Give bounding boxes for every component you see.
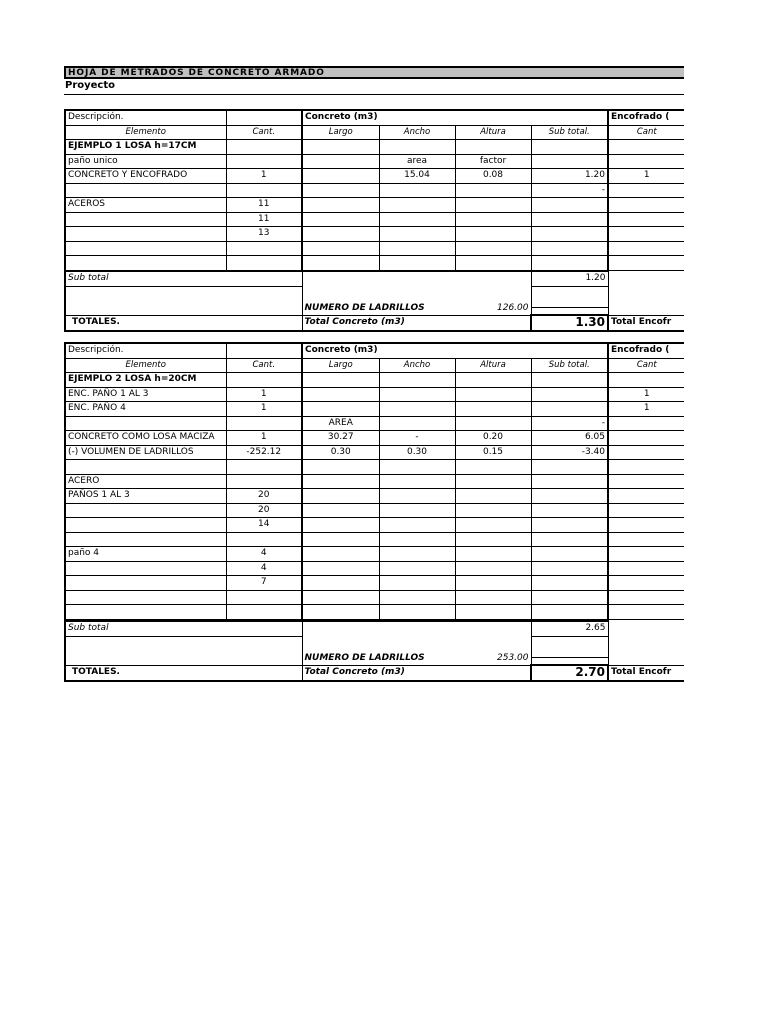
total-encofrado-label: Total Encofr (608, 665, 685, 681)
cell-cant (226, 460, 302, 475)
cell-cant: 14 (226, 518, 302, 533)
cell-subtotal (531, 402, 608, 417)
cell-largo (302, 402, 379, 417)
cell-largo: 0.30 (302, 445, 379, 460)
cell-subtotal (531, 387, 608, 402)
cell-cant (226, 474, 302, 489)
header-cant: Cant. (226, 125, 302, 140)
cell-altura (455, 503, 531, 518)
table-row (65, 256, 685, 271)
cell-subtotal (531, 503, 608, 518)
cell-altura (455, 402, 531, 417)
total-concreto-value: 2.70 (531, 665, 608, 681)
cell-subtotal (531, 576, 608, 591)
header-descripcion: Descripción. (65, 110, 226, 125)
cell-cant-encofrado (608, 547, 685, 562)
cell-cant-encofrado (608, 416, 685, 431)
cell-altura (455, 416, 531, 431)
table-row (65, 489, 685, 504)
cell-cant-encofrado (608, 212, 685, 227)
cell-cant (226, 256, 302, 271)
cell-cant: 7 (226, 576, 302, 591)
cell-largo (302, 140, 379, 155)
table-row (65, 576, 685, 591)
table-row (65, 140, 685, 155)
cell-altura (455, 373, 531, 388)
cell-elemento: CONCRETO Y ENCOFRADO (65, 169, 226, 184)
cell-subtotal: - (531, 416, 608, 431)
cell-largo (302, 576, 379, 591)
cell-altura (455, 387, 531, 402)
total-encofrado-label: Total Encofr (608, 315, 685, 331)
cell-subtotal: - (531, 183, 608, 198)
header-cant-encofrado: Cant (608, 125, 685, 140)
cell-altura: 0.15 (455, 445, 531, 460)
cell-elemento: (-) VOLUMEN DE LADRILLOS (65, 445, 226, 460)
cell-cant-encofrado (608, 590, 685, 605)
cell-cant-encofrado (608, 373, 685, 388)
cell-elemento: paño unico (65, 154, 226, 169)
table-row (65, 416, 685, 431)
cell-cant-encofrado (608, 198, 685, 213)
totales-label: TOTALES. (65, 315, 302, 331)
cell-elemento: paño 4 (65, 547, 226, 562)
cell-cant: -252.12 (226, 445, 302, 460)
cell-ancho (379, 373, 455, 388)
cell-elemento (65, 561, 226, 576)
cell-subtotal (531, 212, 608, 227)
cell-cant-encofrado (608, 256, 685, 271)
cell-largo (302, 154, 379, 169)
sheet-clip-area (684, 0, 768, 1024)
table-row (65, 474, 685, 489)
cell-largo: AREA (302, 416, 379, 431)
cell-altura (455, 474, 531, 489)
cell-elemento: EJEMPLO 2 LOSA h=20CM (65, 373, 226, 388)
cell-largo (302, 373, 379, 388)
total-concreto-label: Total Concreto (m3) (302, 665, 531, 681)
cell-ancho (379, 489, 455, 504)
cell-ancho (379, 518, 455, 533)
cell-ancho: - (379, 431, 455, 446)
total-concreto-value: 1.30 (531, 315, 608, 331)
table-row (65, 547, 685, 562)
table-row (65, 402, 685, 417)
cell-ancho (379, 503, 455, 518)
cell-ancho (379, 561, 455, 576)
cell-cant-encofrado (608, 561, 685, 576)
cell-largo (302, 590, 379, 605)
cell-altura: 0.20 (455, 431, 531, 446)
cell-cant-encofrado: 1 (608, 169, 685, 184)
cell-ancho: area (379, 154, 455, 169)
table-row (65, 431, 685, 446)
header-largo: Largo (302, 358, 379, 373)
cell-elemento (65, 605, 226, 620)
cell-cant (226, 154, 302, 169)
table-row (65, 241, 685, 256)
cell-subtotal (531, 590, 608, 605)
table-row (65, 503, 685, 518)
table-row (65, 605, 685, 620)
cell-altura (455, 256, 531, 271)
header-subtotal: Sub total. (531, 125, 608, 140)
cell-ancho (379, 183, 455, 198)
table-row (65, 445, 685, 460)
cell-ancho (379, 460, 455, 475)
cell-largo (302, 241, 379, 256)
table-row (65, 183, 685, 198)
cell-largo (302, 256, 379, 271)
cell-ancho (379, 140, 455, 155)
num-ladrillos-label: NUMERO DE LADRILLOS (304, 652, 425, 663)
cell-largo (302, 198, 379, 213)
cell-ancho (379, 387, 455, 402)
cell-cant: 1 (226, 169, 302, 184)
subtotal-label: Sub total (65, 621, 302, 636)
cell-largo (302, 227, 379, 242)
cell-elemento (65, 518, 226, 533)
header-concreto: Concreto (m3) (302, 343, 608, 358)
cell-altura (455, 212, 531, 227)
subtotal-value: 1.20 (531, 271, 608, 286)
cell-cant: 1 (226, 402, 302, 417)
table-row (65, 373, 685, 388)
cell-ancho (379, 547, 455, 562)
cell-subtotal (531, 256, 608, 271)
total-concreto-label: Total Concreto (m3) (302, 315, 531, 331)
cell-largo (302, 212, 379, 227)
table-row (65, 387, 685, 402)
metrado-table-2 (64, 342, 686, 620)
cell-ancho: 0.30 (379, 445, 455, 460)
cell-altura (455, 140, 531, 155)
cell-largo (302, 503, 379, 518)
cell-cant-encofrado (608, 140, 685, 155)
table-row (65, 532, 685, 547)
cell-cant-encofrado (608, 241, 685, 256)
cell-altura: 0.08 (455, 169, 531, 184)
cell-cant-encofrado (608, 445, 685, 460)
divider (64, 94, 684, 95)
cell-altura: factor (455, 154, 531, 169)
cell-cant-encofrado (608, 532, 685, 547)
cell-subtotal (531, 547, 608, 562)
cell-ancho (379, 212, 455, 227)
cell-cant: 11 (226, 198, 302, 213)
cell-elemento (65, 416, 226, 431)
cell-cant-encofrado (608, 576, 685, 591)
cell-subtotal: 1.20 (531, 169, 608, 184)
cell-largo (302, 183, 379, 198)
cell-altura (455, 489, 531, 504)
cell-elemento (65, 532, 226, 547)
cell-largo (302, 169, 379, 184)
cell-cant-encofrado: 1 (608, 402, 685, 417)
cell-altura (455, 518, 531, 533)
cell-altura (455, 576, 531, 591)
project-label: Proyecto (65, 80, 116, 91)
header-encofrado: Encofrado ( (608, 343, 685, 358)
cell-largo (302, 518, 379, 533)
cell-largo: 30.27 (302, 431, 379, 446)
cell-largo (302, 387, 379, 402)
cell-elemento: CONCRETO COMO LOSA MACIZA (65, 431, 226, 446)
cell-largo (302, 460, 379, 475)
cell-cant (226, 183, 302, 198)
cell-altura (455, 198, 531, 213)
cell-elemento (65, 227, 226, 242)
cell-subtotal (531, 373, 608, 388)
cell-elemento (65, 256, 226, 271)
header-subtotal: Sub total. (531, 358, 608, 373)
summary-table-1 (64, 270, 685, 332)
cell-ancho (379, 590, 455, 605)
cell-subtotal (531, 154, 608, 169)
cell-cant-encofrado (608, 489, 685, 504)
cell-elemento (65, 183, 226, 198)
cell-cant: 20 (226, 503, 302, 518)
cell-largo (302, 605, 379, 620)
cell-subtotal (531, 489, 608, 504)
header-ancho: Ancho (379, 358, 455, 373)
cell-ancho (379, 227, 455, 242)
cell-cant (226, 532, 302, 547)
cell-cant (226, 590, 302, 605)
cell-ancho (379, 576, 455, 591)
cell-cant (226, 373, 302, 388)
cell-subtotal (531, 241, 608, 256)
cell-cant (226, 241, 302, 256)
num-ladrillos-value: 126.00 (497, 302, 529, 313)
cell-ancho (379, 474, 455, 489)
cell-subtotal (531, 460, 608, 475)
metrado-table-1 (64, 109, 686, 271)
cell-cant (226, 605, 302, 620)
cell-altura (455, 561, 531, 576)
cell-altura (455, 183, 531, 198)
cell-altura (455, 605, 531, 620)
cell-elemento: ACEROS (65, 198, 226, 213)
cell-elemento (65, 576, 226, 591)
cell-cant-encofrado (608, 605, 685, 620)
cell-elemento (65, 590, 226, 605)
cell-altura (455, 547, 531, 562)
cell-elemento (65, 212, 226, 227)
cell-cant-encofrado (608, 503, 685, 518)
num-ladrillos-value: 253.00 (497, 652, 529, 663)
cell-subtotal: -3.40 (531, 445, 608, 460)
header-cant: Cant. (226, 358, 302, 373)
table-row (65, 212, 685, 227)
cell-cant: 11 (226, 212, 302, 227)
cell-cant-encofrado (608, 431, 685, 446)
cell-ancho (379, 241, 455, 256)
cell-altura (455, 460, 531, 475)
header-concreto: Concreto (m3) (302, 110, 608, 125)
cell-subtotal (531, 561, 608, 576)
summary-table-2 (64, 620, 685, 682)
cell-ancho (379, 402, 455, 417)
cell-cant-encofrado (608, 183, 685, 198)
cell-elemento: EJEMPLO 1 LOSA h=17CM (65, 140, 226, 155)
cell-ancho (379, 532, 455, 547)
cell-cant (226, 140, 302, 155)
cell-largo (302, 547, 379, 562)
cell-subtotal (531, 518, 608, 533)
cell-elemento: PAÑOS 1 AL 3 (65, 489, 226, 504)
cell-ancho (379, 605, 455, 620)
cell-cant-encofrado (608, 227, 685, 242)
cell-largo (302, 489, 379, 504)
cell-cant-encofrado (608, 154, 685, 169)
table-row (65, 169, 685, 184)
cell-largo (302, 561, 379, 576)
cell-elemento (65, 503, 226, 518)
cell-subtotal (531, 140, 608, 155)
cell-subtotal (531, 227, 608, 242)
cell-cant: 1 (226, 431, 302, 446)
cell-altura (455, 227, 531, 242)
table-row (65, 227, 685, 242)
cell-cant (226, 416, 302, 431)
cell-elemento (65, 460, 226, 475)
cell-subtotal: 6.05 (531, 431, 608, 446)
cell-ancho: 15.04 (379, 169, 455, 184)
cell-ancho (379, 416, 455, 431)
cell-cant: 13 (226, 227, 302, 242)
cell-subtotal (531, 474, 608, 489)
table-row (65, 561, 685, 576)
subtotal-value: 2.65 (531, 621, 608, 636)
header-encofrado: Encofrado ( (608, 110, 685, 125)
header-cant-encofrado: Cant (608, 358, 685, 373)
cell-cant: 20 (226, 489, 302, 504)
table-row (65, 154, 685, 169)
cell-elemento: ENC. PAÑO 1 AL 3 (65, 387, 226, 402)
header-descripcion: Descripción. (65, 343, 226, 358)
cell-cant: 1 (226, 387, 302, 402)
cell-cant: 4 (226, 547, 302, 562)
cell-cant-encofrado (608, 460, 685, 475)
header-altura: Altura (455, 358, 531, 373)
cell-elemento (65, 241, 226, 256)
cell-subtotal (531, 605, 608, 620)
cell-cant-encofrado: 1 (608, 387, 685, 402)
num-ladrillos-label: NUMERO DE LADRILLOS (304, 302, 425, 313)
header-largo: Largo (302, 125, 379, 140)
cell-cant: 4 (226, 561, 302, 576)
sheet-title: HOJA DE METRADOS DE CONCRETO ARMADO (64, 66, 684, 79)
cell-altura (455, 241, 531, 256)
cell-altura (455, 532, 531, 547)
cell-elemento: ACERO (65, 474, 226, 489)
cell-largo (302, 532, 379, 547)
header-altura: Altura (455, 125, 531, 140)
header-elemento: Elemento (65, 358, 226, 373)
cell-elemento: ENC. PAÑO 4 (65, 402, 226, 417)
table-row (65, 198, 685, 213)
table-row (65, 518, 685, 533)
cell-subtotal (531, 198, 608, 213)
totales-label: TOTALES. (65, 665, 302, 681)
cell-altura (455, 590, 531, 605)
cell-ancho (379, 256, 455, 271)
header-elemento: Elemento (65, 125, 226, 140)
subtotal-label: Sub total (65, 271, 302, 286)
cell-subtotal (531, 532, 608, 547)
header-ancho: Ancho (379, 125, 455, 140)
cell-cant-encofrado (608, 518, 685, 533)
cell-cant-encofrado (608, 474, 685, 489)
cell-largo (302, 474, 379, 489)
table-row (65, 460, 685, 475)
table-row (65, 590, 685, 605)
cell-ancho (379, 198, 455, 213)
